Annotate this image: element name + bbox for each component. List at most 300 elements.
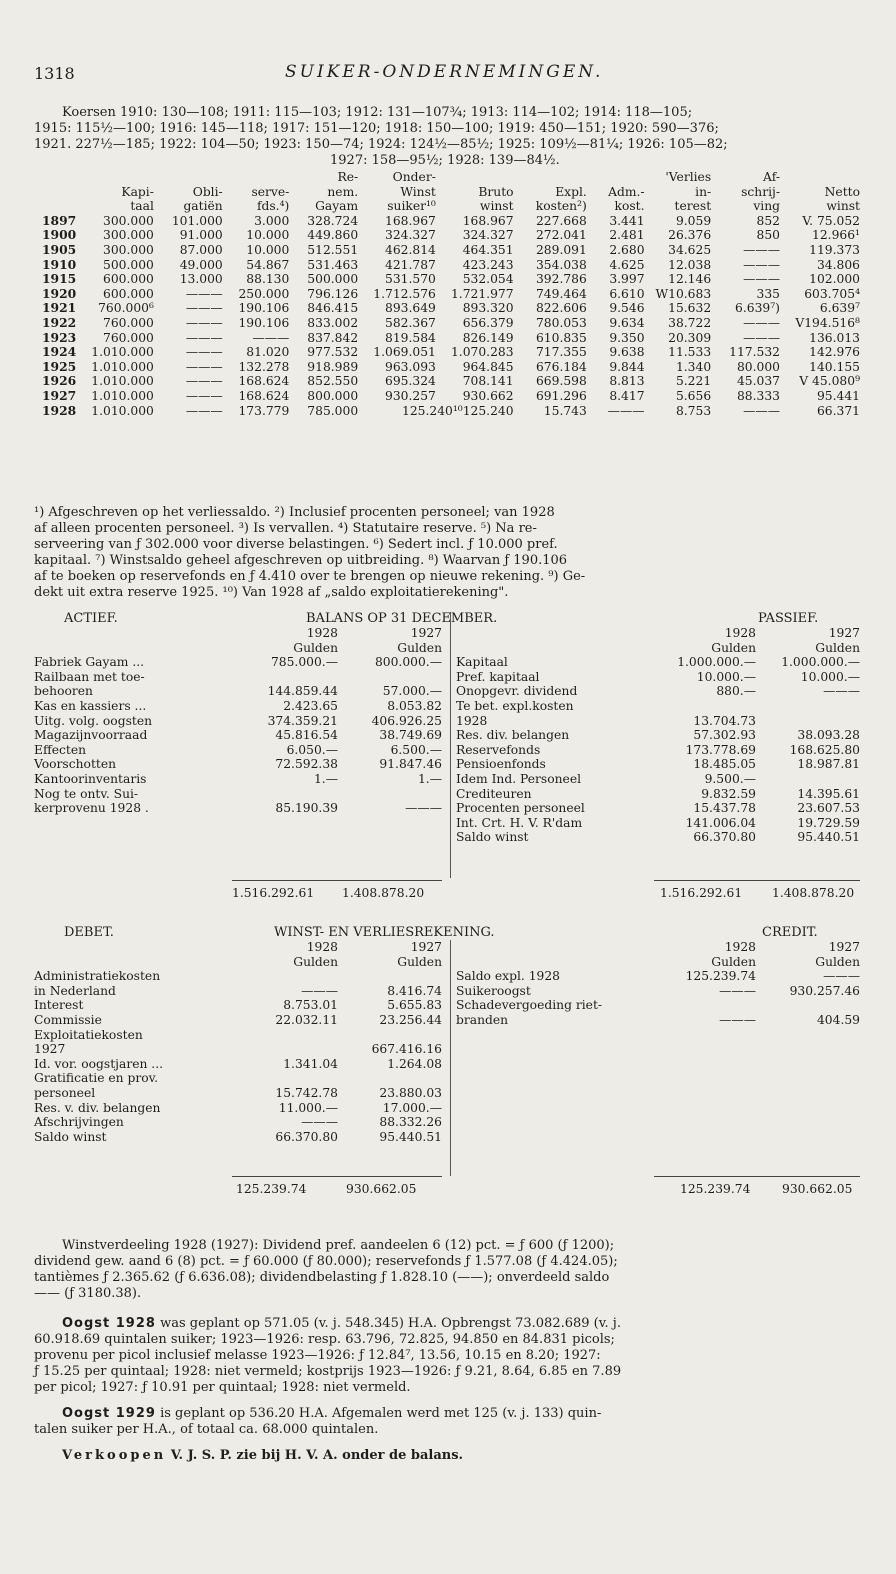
value-1928: 2.423.65 xyxy=(283,698,338,713)
cell: W10.683 xyxy=(655,286,712,301)
cell: 119.373 xyxy=(809,242,860,257)
cell: 45.037 xyxy=(736,374,780,389)
column-header: gatiën xyxy=(183,199,223,214)
ledger-row xyxy=(34,699,442,714)
row-year: 1924 xyxy=(41,344,77,360)
value-1927 xyxy=(756,714,860,729)
value-1927: 667.416.16 xyxy=(371,1042,442,1057)
footnote-line: serveering van ƒ 302.000 voor diverse belastingen. ⁶) Sedert incl. ƒ 10.000 pref. xyxy=(34,537,558,552)
value-1927: 23.256.44 xyxy=(379,1012,442,1027)
ledger-row xyxy=(34,1042,442,1057)
value-1928: ——— xyxy=(301,983,338,998)
currency-header: Gulden xyxy=(815,954,860,969)
value-1928 xyxy=(234,670,338,685)
ledger-label: Interest xyxy=(34,998,84,1013)
value-1927: 38.749.69 xyxy=(379,728,442,743)
cell: 918.989 xyxy=(307,359,359,374)
winstverdeeling-line: —— (ƒ 3180.38). xyxy=(34,1286,142,1301)
cell: 5.221 xyxy=(675,374,712,389)
cell: 5.656 xyxy=(675,388,712,403)
cell: ——— xyxy=(185,301,223,316)
cell: V 45.080⁹ xyxy=(799,374,860,389)
ledger-label: Res. v. div. belangen xyxy=(34,1100,161,1115)
ledger-row xyxy=(34,714,442,729)
value-1927 xyxy=(756,699,860,714)
stats-row xyxy=(34,404,860,419)
value-1927: 8.053.82 xyxy=(387,698,442,713)
value-1927: 1.264.08 xyxy=(387,1056,442,1071)
value-1928: 13.704.73 xyxy=(693,713,756,728)
page-title: SUIKER-ONDERNEMINGEN. xyxy=(285,62,604,82)
year-header: 1928 xyxy=(306,626,338,640)
oogst-1929-text: is geplant op 536.20 H.A. Afgemalen werd met 125 (v. j. 133) quin- xyxy=(160,1406,602,1421)
value-1928: 1.— xyxy=(313,771,338,786)
cell: 101.000 xyxy=(171,213,223,228)
cell: 95.441 xyxy=(816,388,860,403)
ledger-row xyxy=(456,801,860,816)
oogst-1928-text: 60.918.69 quintalen suiker; 1923—1926: resp. 63.796, 72.825, 94.850 en 84.831 picols; xyxy=(34,1332,615,1347)
cell: 136.013 xyxy=(809,330,860,345)
footnote-line: kapitaal. ⁷) Winstsaldo geheel afgeschreven op uitbreiding. ⁸) Waarvan ƒ 190.106 xyxy=(34,553,568,568)
cell: 324.327 xyxy=(385,228,436,243)
ledger-year-row xyxy=(34,940,442,955)
value-1927: 95.440.51 xyxy=(379,1129,442,1144)
koersen-line: 1927: 158—95½; 1928: 139—84½. xyxy=(330,153,560,168)
cell: 54.867 xyxy=(246,257,290,272)
currency-header: Gulden xyxy=(397,954,442,969)
ledger-row xyxy=(456,757,860,772)
cell: 676.184 xyxy=(535,359,587,374)
cell: 930.257 xyxy=(385,388,436,403)
koersen-line: 1915: 115½—100; 1916: 145—118; 1917: 151—120; 1918: 150—100; 1919: 450—151; 1920: 590—376; xyxy=(34,121,719,136)
cell: 2.481 xyxy=(609,228,645,243)
column-header: Re- xyxy=(337,170,359,184)
stats-row xyxy=(34,389,860,404)
value-1927: 10.000.— xyxy=(800,669,860,684)
debet-heading: DEBET. xyxy=(64,925,114,940)
row-year: 1922 xyxy=(41,314,77,330)
cell: 977.532 xyxy=(307,345,359,360)
column-header xyxy=(514,170,587,185)
value-1927 xyxy=(338,670,442,685)
ledger-label: Pref. kapitaal xyxy=(456,669,540,684)
ledger-label: Kas en kassiers ... xyxy=(34,698,147,713)
debet-total-1927: 930.662.05 xyxy=(346,1182,417,1196)
value-1928: 57.302.93 xyxy=(693,728,756,743)
verkoopen xyxy=(62,1448,463,1463)
column-header: kosten²) xyxy=(535,199,587,214)
cell: 168.624 xyxy=(238,388,290,403)
value-1927: 8.416.74 xyxy=(387,983,442,998)
ledger-row xyxy=(34,670,442,685)
cell: 300.000 xyxy=(103,242,154,257)
cell: 335 xyxy=(756,286,780,301)
column-header: Netto xyxy=(824,184,860,199)
oogst-1928-text: was geplant op 571.05 (v. j. 548.345) H.A. Opbrengst 73.082.689 (v. j. xyxy=(160,1316,621,1331)
cell: 12.966¹ xyxy=(812,228,860,243)
year-header: 1927 xyxy=(828,940,860,954)
cell: 2.680 xyxy=(609,242,645,257)
value-1927 xyxy=(756,998,860,1013)
column-header: kost. xyxy=(614,199,645,214)
oogst-1929-label: Oogst 1929 xyxy=(62,1406,156,1421)
cell: 930.662 xyxy=(462,388,514,403)
debet-total-1928: 125.239.74 xyxy=(236,1182,307,1196)
currency-header: Gulden xyxy=(293,640,338,655)
year-header: 1928 xyxy=(724,626,756,640)
winstverdeeling-line: Winstverdeeling 1928 (1927): Dividend pref. aandeelen 6 (12) pct. = ƒ 600 (ƒ 1200); xyxy=(62,1238,615,1253)
cell: 168.967 xyxy=(385,213,436,228)
koersen-line: 1921. 227½—185; 1922: 104—50; 1923: 150—74; 1924: 124½—85½; 1925: 109½—81¼; 1926: 105—82; xyxy=(34,137,728,152)
ledger-label: Kapitaal xyxy=(456,655,508,670)
cell: 780.053 xyxy=(535,315,587,330)
value-1927 xyxy=(756,772,860,787)
ledger-row xyxy=(456,787,860,802)
value-1927: 5.655.83 xyxy=(387,998,442,1013)
ledger-label: Onopgevr. dividend xyxy=(456,684,578,699)
cell: V. 75.052 xyxy=(802,213,860,228)
row-year: 1927 xyxy=(41,387,77,403)
ledger-label: Procenten personeel xyxy=(456,801,585,816)
ledger-label: Kantoorinventaris xyxy=(34,771,147,786)
ledger-label: Nog te ontv. Sui- xyxy=(34,786,139,801)
value-1927 xyxy=(338,1028,442,1043)
value-1928 xyxy=(234,969,338,984)
currency-header: Gulden xyxy=(293,954,338,969)
cell: 749.464 xyxy=(535,286,587,301)
cell: 227.668 xyxy=(535,213,587,228)
row-year: 1905 xyxy=(41,241,77,257)
column-header: Bruto xyxy=(478,184,514,199)
row-year: 1915 xyxy=(41,271,77,287)
cell: 695.324 xyxy=(385,374,436,389)
value-1928: 72.592.38 xyxy=(275,757,338,772)
ledger-label: Commissie xyxy=(34,1012,102,1027)
cell: 423.243 xyxy=(462,257,514,272)
koersen-line: Koersen 1910: 130—108; 1911: 115—103; 1912: 131—107¾; 1913: 114—102; 1914: 118—105; xyxy=(62,105,693,120)
ledger-row xyxy=(456,743,860,758)
cell: 328.724 xyxy=(307,213,359,228)
currency-header: Gulden xyxy=(711,640,756,655)
passief-table xyxy=(456,626,860,845)
ledger-row xyxy=(34,757,442,772)
value-1928: 125.239.74 xyxy=(685,969,756,984)
cell: ——— xyxy=(185,286,223,301)
credit-heading: CREDIT. xyxy=(762,925,818,940)
value-1928: 6.050.— xyxy=(286,742,338,757)
column-header xyxy=(34,199,76,214)
oogst-1929-text: talen suiker per H.A., of totaal ca. 68.000 quintalen. xyxy=(34,1422,379,1437)
cell: 963.093 xyxy=(385,359,436,374)
stats-header-row xyxy=(34,170,860,185)
cell: 464.351 xyxy=(462,242,514,257)
cell: 1.340 xyxy=(675,359,712,374)
cell: 190.106 xyxy=(238,315,290,330)
value-1927: 18.987.81 xyxy=(797,757,860,772)
debet-table xyxy=(34,940,442,1144)
column-header xyxy=(436,170,514,185)
column-divider xyxy=(450,612,451,878)
value-1927: ——— xyxy=(823,684,860,699)
cell: 81.020 xyxy=(246,345,290,360)
cell: ——— xyxy=(185,403,223,418)
year-header: 1927 xyxy=(410,940,442,954)
stats-row xyxy=(34,272,860,287)
value-1928: 144.859.44 xyxy=(267,684,338,699)
cell: 34.625 xyxy=(668,242,712,257)
ledger-label: Uitg. volg. oogsten xyxy=(34,713,153,728)
balans-title: BALANS OP 31 DECEMBER. xyxy=(306,611,498,626)
stats-row xyxy=(34,360,860,375)
cell: 850 xyxy=(756,228,780,243)
oogst-1928-text: ƒ 15.25 per quintaal; 1928: niet vermeld; kostprijs 1923—1926: ƒ 9.21, 8.64, 6.85 en 7.89 xyxy=(34,1364,622,1379)
value-1928: 880.— xyxy=(716,684,756,699)
column-header xyxy=(154,170,223,185)
spacer xyxy=(34,641,234,656)
currency-header: Gulden xyxy=(815,640,860,655)
value-1928 xyxy=(234,1042,338,1057)
ledger-label: kerprovenu 1928 . xyxy=(34,801,149,816)
cell: 6.610 xyxy=(609,286,645,301)
ledger-year-row xyxy=(456,940,860,955)
ledger-row xyxy=(456,984,860,999)
ledger-row xyxy=(34,787,442,802)
cell: ——— xyxy=(743,257,780,272)
value-1927: 88.332.26 xyxy=(379,1115,442,1130)
cell: 1.721.977 xyxy=(450,286,514,301)
row-year: 1923 xyxy=(41,329,77,345)
ledger-row xyxy=(456,670,860,685)
ledger-label: Id. vor. oogstjaren ... xyxy=(34,1056,164,1071)
value-1927: 1.000.000.— xyxy=(781,655,860,670)
value-1928: 141.006.04 xyxy=(685,815,756,830)
value-1927 xyxy=(338,787,442,802)
column-header xyxy=(76,170,154,185)
cell: 603.705⁴ xyxy=(804,286,860,301)
ledger-label: 1928 xyxy=(456,713,488,728)
cell: 1.712.576 xyxy=(373,286,436,301)
row-year: 1920 xyxy=(41,285,77,301)
cell: ——— xyxy=(743,330,780,345)
value-1928: 22.032.11 xyxy=(275,1012,338,1027)
column-header: suiker¹⁰ xyxy=(387,199,436,214)
ledger-row xyxy=(34,984,442,999)
cell: 125.240¹⁰125.240 xyxy=(402,403,514,418)
value-1928: ——— xyxy=(719,983,756,998)
cell: 140.155 xyxy=(809,359,860,374)
ledger-row xyxy=(34,1086,442,1101)
ledger-label: personeel xyxy=(34,1085,96,1100)
ledger-label: Afschrijvingen xyxy=(34,1115,124,1130)
cell: 9.546 xyxy=(609,301,645,316)
ledger-row xyxy=(34,728,442,743)
ledger-label: Suikeroogst xyxy=(456,983,531,998)
currency-header: Gulden xyxy=(711,954,756,969)
ledger-row xyxy=(34,1057,442,1072)
stats-row xyxy=(34,301,860,316)
ledger-row xyxy=(456,830,860,845)
passief-total-1927: 1.408.878.20 xyxy=(772,886,855,900)
value-1927: 6.500.— xyxy=(390,742,442,757)
stats-row xyxy=(34,316,860,331)
winstverdeeling-line: dividend gew. aand 6 (8) pct. = ƒ 60.000 (ƒ 80.000); reservefonds ƒ 1.577.08 (ƒ 4.424.05); xyxy=(34,1254,618,1269)
cell: 691.296 xyxy=(535,388,587,403)
value-1927: 38.093.28 xyxy=(797,728,860,743)
year-header: 1927 xyxy=(410,626,442,640)
cell: 656.379 xyxy=(462,315,514,330)
footnote-line: af alleen procenten personeel. ³) Is vervallen. ⁴) Statutaire reserve. ⁵) Na re- xyxy=(34,521,537,536)
footnote-line: ¹) Afgeschreven op het verliessaldo. ²) Inclusief procenten personeel; van 1928 xyxy=(34,505,555,520)
ledger-row xyxy=(34,1071,442,1086)
column-header xyxy=(587,170,645,185)
column-header: Onder- xyxy=(392,170,436,184)
total-rule xyxy=(232,1176,442,1177)
cell: 708.141 xyxy=(462,374,514,389)
cell: 8.753 xyxy=(675,403,712,418)
cell: 852.550 xyxy=(307,374,359,389)
value-1928 xyxy=(234,787,338,802)
page-number: 1318 xyxy=(34,64,75,83)
ledger-row xyxy=(456,728,860,743)
value-1928: 10.000.— xyxy=(696,669,756,684)
stats-row xyxy=(34,287,860,302)
ledger-currency-row xyxy=(456,955,860,970)
cell: 289.091 xyxy=(535,242,587,257)
column-header: Gayam xyxy=(315,199,359,214)
ledger-year-row xyxy=(34,626,442,641)
ledger-label: Railbaan met toe- xyxy=(34,669,145,684)
cell: ——— xyxy=(743,242,780,257)
cell: 9.350 xyxy=(609,330,645,345)
cell: 88.333 xyxy=(736,388,780,403)
cell: 760.000 xyxy=(103,330,154,345)
column-header: winst xyxy=(479,199,514,214)
column-header: nem. xyxy=(327,184,359,199)
column-header: schrij- xyxy=(741,184,780,199)
cell: ——— xyxy=(185,388,223,403)
value-1927: 17.000.— xyxy=(382,1100,442,1115)
value-1927: 1.— xyxy=(417,771,442,786)
value-1927: 406.926.25 xyxy=(371,713,442,728)
ledger-label: in Nederland xyxy=(34,983,116,998)
cell: 1.010.000 xyxy=(91,388,154,403)
cell: 300.000 xyxy=(103,228,154,243)
value-1927: 57.000.— xyxy=(382,684,442,699)
cell: 9.638 xyxy=(609,345,645,360)
cell: 1.010.000 xyxy=(91,403,154,418)
row-year: 1926 xyxy=(41,373,77,389)
stats-header-row xyxy=(34,199,860,214)
column-header: in- xyxy=(695,184,712,199)
cell: 12.146 xyxy=(668,272,712,287)
cell: 1.010.000 xyxy=(91,359,154,374)
cell: 142.976 xyxy=(809,345,860,360)
row-year: 1925 xyxy=(41,358,77,374)
cell: 893.320 xyxy=(462,301,514,316)
cell: 66.371 xyxy=(816,403,860,418)
ledger-row xyxy=(456,772,860,787)
value-1928: 374.359.21 xyxy=(267,713,338,728)
cell: 822.606 xyxy=(535,301,587,316)
cell: 600.000 xyxy=(103,286,154,301)
cell: 300.000 xyxy=(103,213,154,228)
ledger-row xyxy=(34,1130,442,1145)
ledger-row xyxy=(34,1115,442,1130)
currency-header: Gulden xyxy=(397,640,442,655)
total-rule xyxy=(232,880,442,881)
spacer xyxy=(456,940,652,955)
cell: 11.533 xyxy=(668,345,712,360)
cell: 132.278 xyxy=(238,359,290,374)
actief-total-1928: 1.516.292.61 xyxy=(232,886,315,900)
row-year: 1897 xyxy=(41,212,77,228)
cell: 80.000 xyxy=(736,359,780,374)
value-1928: 1.341.04 xyxy=(283,1056,338,1071)
ledger-row xyxy=(456,998,860,1013)
row-year: 1928 xyxy=(41,402,77,418)
value-1928: ——— xyxy=(719,1012,756,1027)
ledger-row xyxy=(456,655,860,670)
cell: 8.813 xyxy=(609,374,645,389)
cell: 600.000 xyxy=(103,272,154,287)
column-header: winst xyxy=(826,199,860,214)
ledger-row xyxy=(34,1101,442,1116)
cell: 800.000 xyxy=(307,388,359,403)
cell: 1.070.283 xyxy=(450,345,514,360)
column-header: Adm.- xyxy=(608,184,645,199)
cell: 9.844 xyxy=(609,359,645,374)
cell: 102.000 xyxy=(809,272,860,287)
value-1928 xyxy=(234,1071,338,1086)
cell: 532.054 xyxy=(462,272,514,287)
ledger-currency-row xyxy=(456,641,860,656)
cell: 20.309 xyxy=(668,330,712,345)
cell: 421.787 xyxy=(385,257,436,272)
cell: 717.355 xyxy=(535,345,587,360)
year-header: 1928 xyxy=(724,940,756,954)
value-1927: 168.625.80 xyxy=(789,742,860,757)
cell: 34.806 xyxy=(816,257,860,272)
year-header: 1928 xyxy=(306,940,338,954)
verkoopen-label: Verkoopen xyxy=(62,1448,167,1463)
cell: 26.376 xyxy=(668,228,712,243)
value-1927: 95.440.51 xyxy=(797,830,860,845)
cell: 392.786 xyxy=(535,272,587,287)
passief-heading: PASSIEF. xyxy=(758,611,819,626)
cell: 91.000 xyxy=(179,228,223,243)
row-year: 1921 xyxy=(41,300,77,316)
ledger-row xyxy=(456,684,860,699)
ledger-row xyxy=(456,969,860,984)
ledger-label: branden xyxy=(456,1012,509,1027)
stats-row xyxy=(34,214,860,229)
winst-title: WINST- EN VERLIESREKENING. xyxy=(274,925,495,940)
ledger-row xyxy=(34,655,442,670)
value-1928: 11.000.— xyxy=(278,1100,338,1115)
value-1927 xyxy=(338,1071,442,1086)
cell: 6.639⁷ xyxy=(819,301,860,316)
ledger-label: Gratificatie en prov. xyxy=(34,1071,159,1086)
ledger-label: Reservefonds xyxy=(456,742,541,757)
value-1928: 9.500.— xyxy=(704,771,756,786)
value-1927: 19.729.59 xyxy=(797,815,860,830)
cell: 117.532 xyxy=(729,345,780,360)
credit-table xyxy=(456,940,860,1028)
column-header: Af- xyxy=(763,170,780,184)
oogst-1928-label: Oogst 1928 xyxy=(62,1316,156,1331)
column-header: Obli- xyxy=(192,184,223,199)
cell: 500.000 xyxy=(307,272,359,287)
